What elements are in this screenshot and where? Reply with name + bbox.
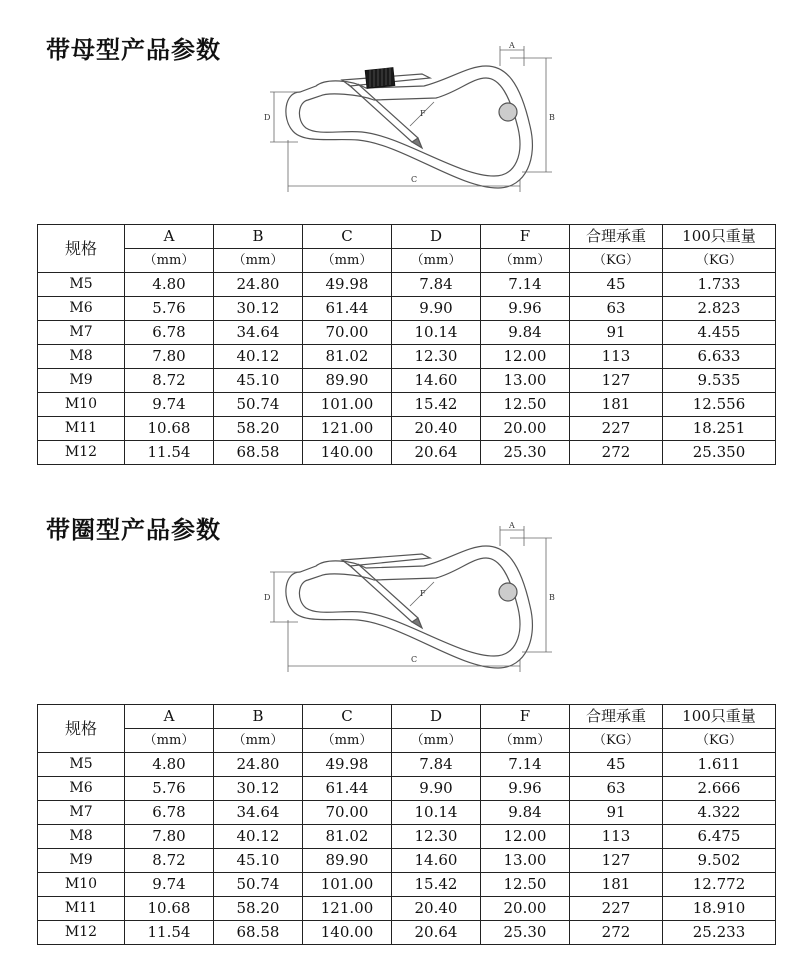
spec-header: 规格 <box>38 225 125 273</box>
table-cell: M5 <box>38 273 125 297</box>
table-cell: 10.14 <box>392 801 481 825</box>
table-cell: 121.00 <box>303 417 392 441</box>
table-cell: 7.80 <box>125 345 214 369</box>
table-row <box>38 345 776 369</box>
carabiner-diagram-with-ring <box>262 520 562 680</box>
table-cell: 272 <box>570 441 663 465</box>
table-cell: 70.00 <box>303 321 392 345</box>
table-cell: 113 <box>570 825 663 849</box>
dim-label-b: B <box>549 593 555 602</box>
table-cell: 4.80 <box>125 273 214 297</box>
table-cell: 24.80 <box>214 273 303 297</box>
table-cell: 4.80 <box>125 753 214 777</box>
table-cell: 9.84 <box>481 801 570 825</box>
table-cell: 4.455 <box>663 321 776 345</box>
table-cell: 58.20 <box>214 417 303 441</box>
table-cell: 2.823 <box>663 297 776 321</box>
column-unit: （KG） <box>663 729 776 753</box>
dim-label-f: F <box>420 589 426 598</box>
table-cell: 227 <box>570 897 663 921</box>
table-unit-row <box>38 249 776 273</box>
table-cell: 89.90 <box>303 849 392 873</box>
table-cell: M5 <box>38 753 125 777</box>
column-header: 合理承重 <box>570 225 663 249</box>
table-cell: 13.00 <box>481 369 570 393</box>
table-cell: 10.68 <box>125 417 214 441</box>
table-cell: 12.556 <box>663 393 776 417</box>
table-cell: 9.96 <box>481 297 570 321</box>
table-cell: 20.40 <box>392 417 481 441</box>
table-cell: 25.30 <box>481 921 570 945</box>
table-cell: 7.14 <box>481 273 570 297</box>
column-header: A <box>125 225 214 249</box>
column-unit: （mm） <box>125 729 214 753</box>
table-cell: 9.502 <box>663 849 776 873</box>
table-cell: 9.74 <box>125 393 214 417</box>
table-cell: 7.80 <box>125 825 214 849</box>
table-cell: 13.00 <box>481 849 570 873</box>
table-cell: 6.475 <box>663 825 776 849</box>
table-cell: M12 <box>38 921 125 945</box>
table-cell: 4.322 <box>663 801 776 825</box>
table-cell: 81.02 <box>303 345 392 369</box>
table-cell: 14.60 <box>392 369 481 393</box>
dim-label-f: F <box>420 109 426 118</box>
table-cell: 20.00 <box>481 417 570 441</box>
table-cell: 9.90 <box>392 777 481 801</box>
table-cell: 45.10 <box>214 369 303 393</box>
table-cell: 91 <box>570 321 663 345</box>
table-cell: 9.74 <box>125 873 214 897</box>
table-cell: M6 <box>38 777 125 801</box>
table-cell: 101.00 <box>303 873 392 897</box>
dim-label-a: A <box>509 41 515 50</box>
table-cell: 140.00 <box>303 441 392 465</box>
column-unit: （mm） <box>481 249 570 273</box>
column-header: 100只重量 <box>663 705 776 729</box>
table-row <box>38 777 776 801</box>
table-cell: 15.42 <box>392 873 481 897</box>
table-cell: 18.910 <box>663 897 776 921</box>
table-cell: 34.64 <box>214 321 303 345</box>
column-unit: （mm） <box>392 249 481 273</box>
table-cell: 25.233 <box>663 921 776 945</box>
column-unit: （mm） <box>214 249 303 273</box>
table-cell: 127 <box>570 849 663 873</box>
table-cell: M6 <box>38 297 125 321</box>
column-header: C <box>303 705 392 729</box>
table-cell: 20.40 <box>392 897 481 921</box>
table-cell: M12 <box>38 441 125 465</box>
table-cell: 10.68 <box>125 897 214 921</box>
table-cell: 1.733 <box>663 273 776 297</box>
table-cell: 8.72 <box>125 369 214 393</box>
table-cell: 181 <box>570 393 663 417</box>
table-header-row <box>38 225 776 249</box>
column-unit: （mm） <box>481 729 570 753</box>
column-header: D <box>392 225 481 249</box>
table-cell: 34.64 <box>214 801 303 825</box>
column-header: 100只重量 <box>663 225 776 249</box>
table-cell: M10 <box>38 393 125 417</box>
table-cell: 50.74 <box>214 393 303 417</box>
table-row <box>38 825 776 849</box>
column-header: C <box>303 225 392 249</box>
table-cell: 63 <box>570 297 663 321</box>
table-cell: M7 <box>38 321 125 345</box>
table-cell: 20.64 <box>392 921 481 945</box>
table-cell: M11 <box>38 897 125 921</box>
table-cell: 68.58 <box>214 441 303 465</box>
table-cell: 12.30 <box>392 345 481 369</box>
table-cell: 11.54 <box>125 921 214 945</box>
table-cell: 101.00 <box>303 393 392 417</box>
table-row <box>38 441 776 465</box>
table-cell: 24.80 <box>214 753 303 777</box>
table-cell: 227 <box>570 417 663 441</box>
table-cell: 121.00 <box>303 897 392 921</box>
column-header: B <box>214 705 303 729</box>
table-cell: 25.350 <box>663 441 776 465</box>
table-cell: 1.611 <box>663 753 776 777</box>
table-cell: 140.00 <box>303 921 392 945</box>
table-cell: 113 <box>570 345 663 369</box>
column-unit: （mm） <box>303 729 392 753</box>
table-cell: 6.633 <box>663 345 776 369</box>
table-row <box>38 369 776 393</box>
table-cell: 272 <box>570 921 663 945</box>
table-row <box>38 801 776 825</box>
table-cell: 25.30 <box>481 441 570 465</box>
table-cell: 14.60 <box>392 849 481 873</box>
table-cell: 40.12 <box>214 345 303 369</box>
spec-table <box>37 224 776 465</box>
table-cell: 61.44 <box>303 297 392 321</box>
table-cell: 18.251 <box>663 417 776 441</box>
table-row <box>38 297 776 321</box>
table-cell: 12.00 <box>481 825 570 849</box>
table-cell: 9.84 <box>481 321 570 345</box>
table-cell: 50.74 <box>214 873 303 897</box>
dim-label-c: C <box>411 175 418 184</box>
table-cell: 89.90 <box>303 369 392 393</box>
table-cell: 9.535 <box>663 369 776 393</box>
table-cell: 30.12 <box>214 777 303 801</box>
table-cell: 12.772 <box>663 873 776 897</box>
table-cell: 5.76 <box>125 297 214 321</box>
table-row <box>38 873 776 897</box>
table-cell: M9 <box>38 849 125 873</box>
table-cell: 49.98 <box>303 273 392 297</box>
table-row <box>38 753 776 777</box>
table-row <box>38 897 776 921</box>
table-cell: 12.30 <box>392 825 481 849</box>
column-unit: （KG） <box>663 249 776 273</box>
table-row <box>38 921 776 945</box>
column-header: 合理承重 <box>570 705 663 729</box>
table-cell: 6.78 <box>125 801 214 825</box>
table-cell: 68.58 <box>214 921 303 945</box>
section-title: 带母型产品参数 <box>46 36 221 64</box>
table-cell: 12.00 <box>481 345 570 369</box>
table-unit-row <box>38 729 776 753</box>
dim-label-c: C <box>411 655 418 664</box>
table-cell: M8 <box>38 345 125 369</box>
section-title: 带圈型产品参数 <box>46 516 221 544</box>
table-cell: 61.44 <box>303 777 392 801</box>
column-header: D <box>392 705 481 729</box>
carabiner-diagram-with-nut <box>262 40 562 200</box>
table-row <box>38 321 776 345</box>
table-cell: M9 <box>38 369 125 393</box>
table-cell: 20.64 <box>392 441 481 465</box>
table-cell: 127 <box>570 369 663 393</box>
spec-header: 规格 <box>38 705 125 753</box>
table-cell: 2.666 <box>663 777 776 801</box>
table-cell: 9.96 <box>481 777 570 801</box>
table-cell: 58.20 <box>214 897 303 921</box>
table-cell: M11 <box>38 417 125 441</box>
table-cell: 11.54 <box>125 441 214 465</box>
table-cell: 6.78 <box>125 321 214 345</box>
dim-label-a: A <box>509 521 515 530</box>
column-header: F <box>481 705 570 729</box>
column-unit: （mm） <box>214 729 303 753</box>
column-header: A <box>125 705 214 729</box>
column-header: B <box>214 225 303 249</box>
table-cell: 8.72 <box>125 849 214 873</box>
table-row <box>38 393 776 417</box>
table-cell: 10.14 <box>392 321 481 345</box>
table-cell: 81.02 <box>303 825 392 849</box>
table-header-row <box>38 705 776 729</box>
column-unit: （mm） <box>392 729 481 753</box>
column-unit: （mm） <box>125 249 214 273</box>
table-cell: 70.00 <box>303 801 392 825</box>
table-cell: 45 <box>570 273 663 297</box>
table-cell: 12.50 <box>481 873 570 897</box>
table-cell: M7 <box>38 801 125 825</box>
table-cell: 63 <box>570 777 663 801</box>
dim-label-d: D <box>264 593 271 602</box>
column-unit: （mm） <box>303 249 392 273</box>
table-cell: 40.12 <box>214 825 303 849</box>
table-cell: 15.42 <box>392 393 481 417</box>
spec-table <box>37 704 776 945</box>
column-header: F <box>481 225 570 249</box>
table-cell: M8 <box>38 825 125 849</box>
column-unit: （KG） <box>570 249 663 273</box>
table-cell: 5.76 <box>125 777 214 801</box>
dim-label-b: B <box>549 113 555 122</box>
table-cell: 49.98 <box>303 753 392 777</box>
table-cell: 7.84 <box>392 753 481 777</box>
table-cell: 12.50 <box>481 393 570 417</box>
table-cell: M10 <box>38 873 125 897</box>
table-cell: 20.00 <box>481 897 570 921</box>
table-cell: 181 <box>570 873 663 897</box>
table-cell: 45 <box>570 753 663 777</box>
table-row <box>38 849 776 873</box>
table-cell: 7.14 <box>481 753 570 777</box>
table-cell: 45.10 <box>214 849 303 873</box>
table-row <box>38 417 776 441</box>
table-row <box>38 273 776 297</box>
column-unit: （KG） <box>570 729 663 753</box>
table-cell: 30.12 <box>214 297 303 321</box>
table-cell: 91 <box>570 801 663 825</box>
table-cell: 7.84 <box>392 273 481 297</box>
dim-label-d: D <box>264 113 271 122</box>
table-cell: 9.90 <box>392 297 481 321</box>
